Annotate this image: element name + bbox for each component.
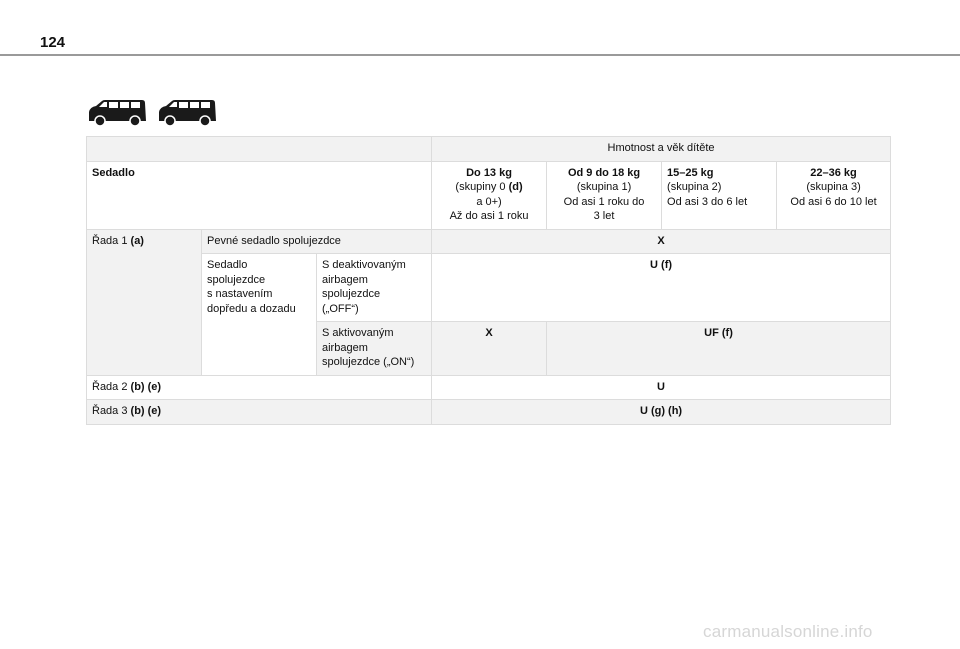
seat-value: UF (f) [547,322,891,376]
seat-value: U (f) [432,254,891,322]
table-cell [87,137,432,162]
seat-type-line: dopředu a dozadu [207,302,296,315]
table-row [87,137,891,162]
row-label-note: (b) (e) [130,405,162,417]
row-label [87,375,432,400]
airbag-line: („OFF“) [322,302,359,315]
seat-type-line: Sedadlo [207,259,248,271]
row-label-text: Řada 1 [92,234,131,247]
weight-note: (d) [508,181,523,193]
weight-title: 22–36 kg [810,166,857,179]
weight-age: 3 let [593,210,615,222]
airbag-line: airbagem [322,341,368,354]
airbag-line: S deaktivovaným [322,259,406,271]
weight-age: Od asi 3 do 6 let [667,195,748,208]
airbag-state [317,322,432,376]
airbag-line: airbagem [322,273,368,286]
vehicle-icons [88,99,218,132]
weight-column-header [547,161,662,229]
weight-age-header: Hmotnost a věk dítěte [432,137,891,162]
seat-value: X [432,322,547,376]
van-icon [89,100,146,126]
seat-type-line: spolujezdce [207,273,266,286]
weight-age: Až do asi 1 roku [449,210,529,222]
weight-column-header [662,161,777,229]
weight-group: (skupina 1) [576,181,632,193]
seat-type [202,254,317,376]
seat-value: X [432,229,891,254]
watermark: carmanualsonline.info [703,622,873,641]
row-label-text: Řada 3 [92,405,131,417]
weight-group: a 0+) [476,195,502,208]
row-label [87,400,432,425]
row-label-note: (b) (e) [130,380,162,393]
weight-column-header [777,161,891,229]
seat-type-line: s nastavením [207,288,273,300]
weight-title: Od 9 do 18 kg [567,166,641,179]
seat-value: U (g) (h) [432,400,891,425]
page-number: 124 [40,34,66,51]
row-label [87,229,202,375]
seat-type: Pevné sedadlo spolujezdce [202,229,432,254]
table-row [87,161,891,229]
child-seat-table [86,136,891,425]
seat-header: Sedadlo [87,161,432,229]
seat-value: U [432,375,891,400]
weight-title: 15–25 kg [667,166,714,179]
weight-age: Od asi 6 do 10 let [790,195,877,208]
weight-title: Do 13 kg [466,166,512,179]
airbag-line: spolujezdce [322,288,381,300]
header-rule [0,54,960,56]
table-row [87,254,891,322]
airbag-line: S aktivovaným [322,327,394,339]
table-row [87,229,891,254]
weight-group: (skupina 2) [667,181,722,193]
row-label-text: Řada 2 [92,380,131,393]
van-icon [159,100,216,126]
weight-age: Od asi 1 roku do [563,195,645,208]
airbag-state [317,254,432,322]
weight-group: (skupina 3) [806,181,861,193]
table-row [87,400,891,425]
row-label-note: (a) [130,234,144,247]
table-row [87,375,891,400]
weight-group: (skupiny 0 [455,181,509,193]
weight-column-header [432,161,547,229]
airbag-line: spolujezdce („ON“) [322,356,415,368]
